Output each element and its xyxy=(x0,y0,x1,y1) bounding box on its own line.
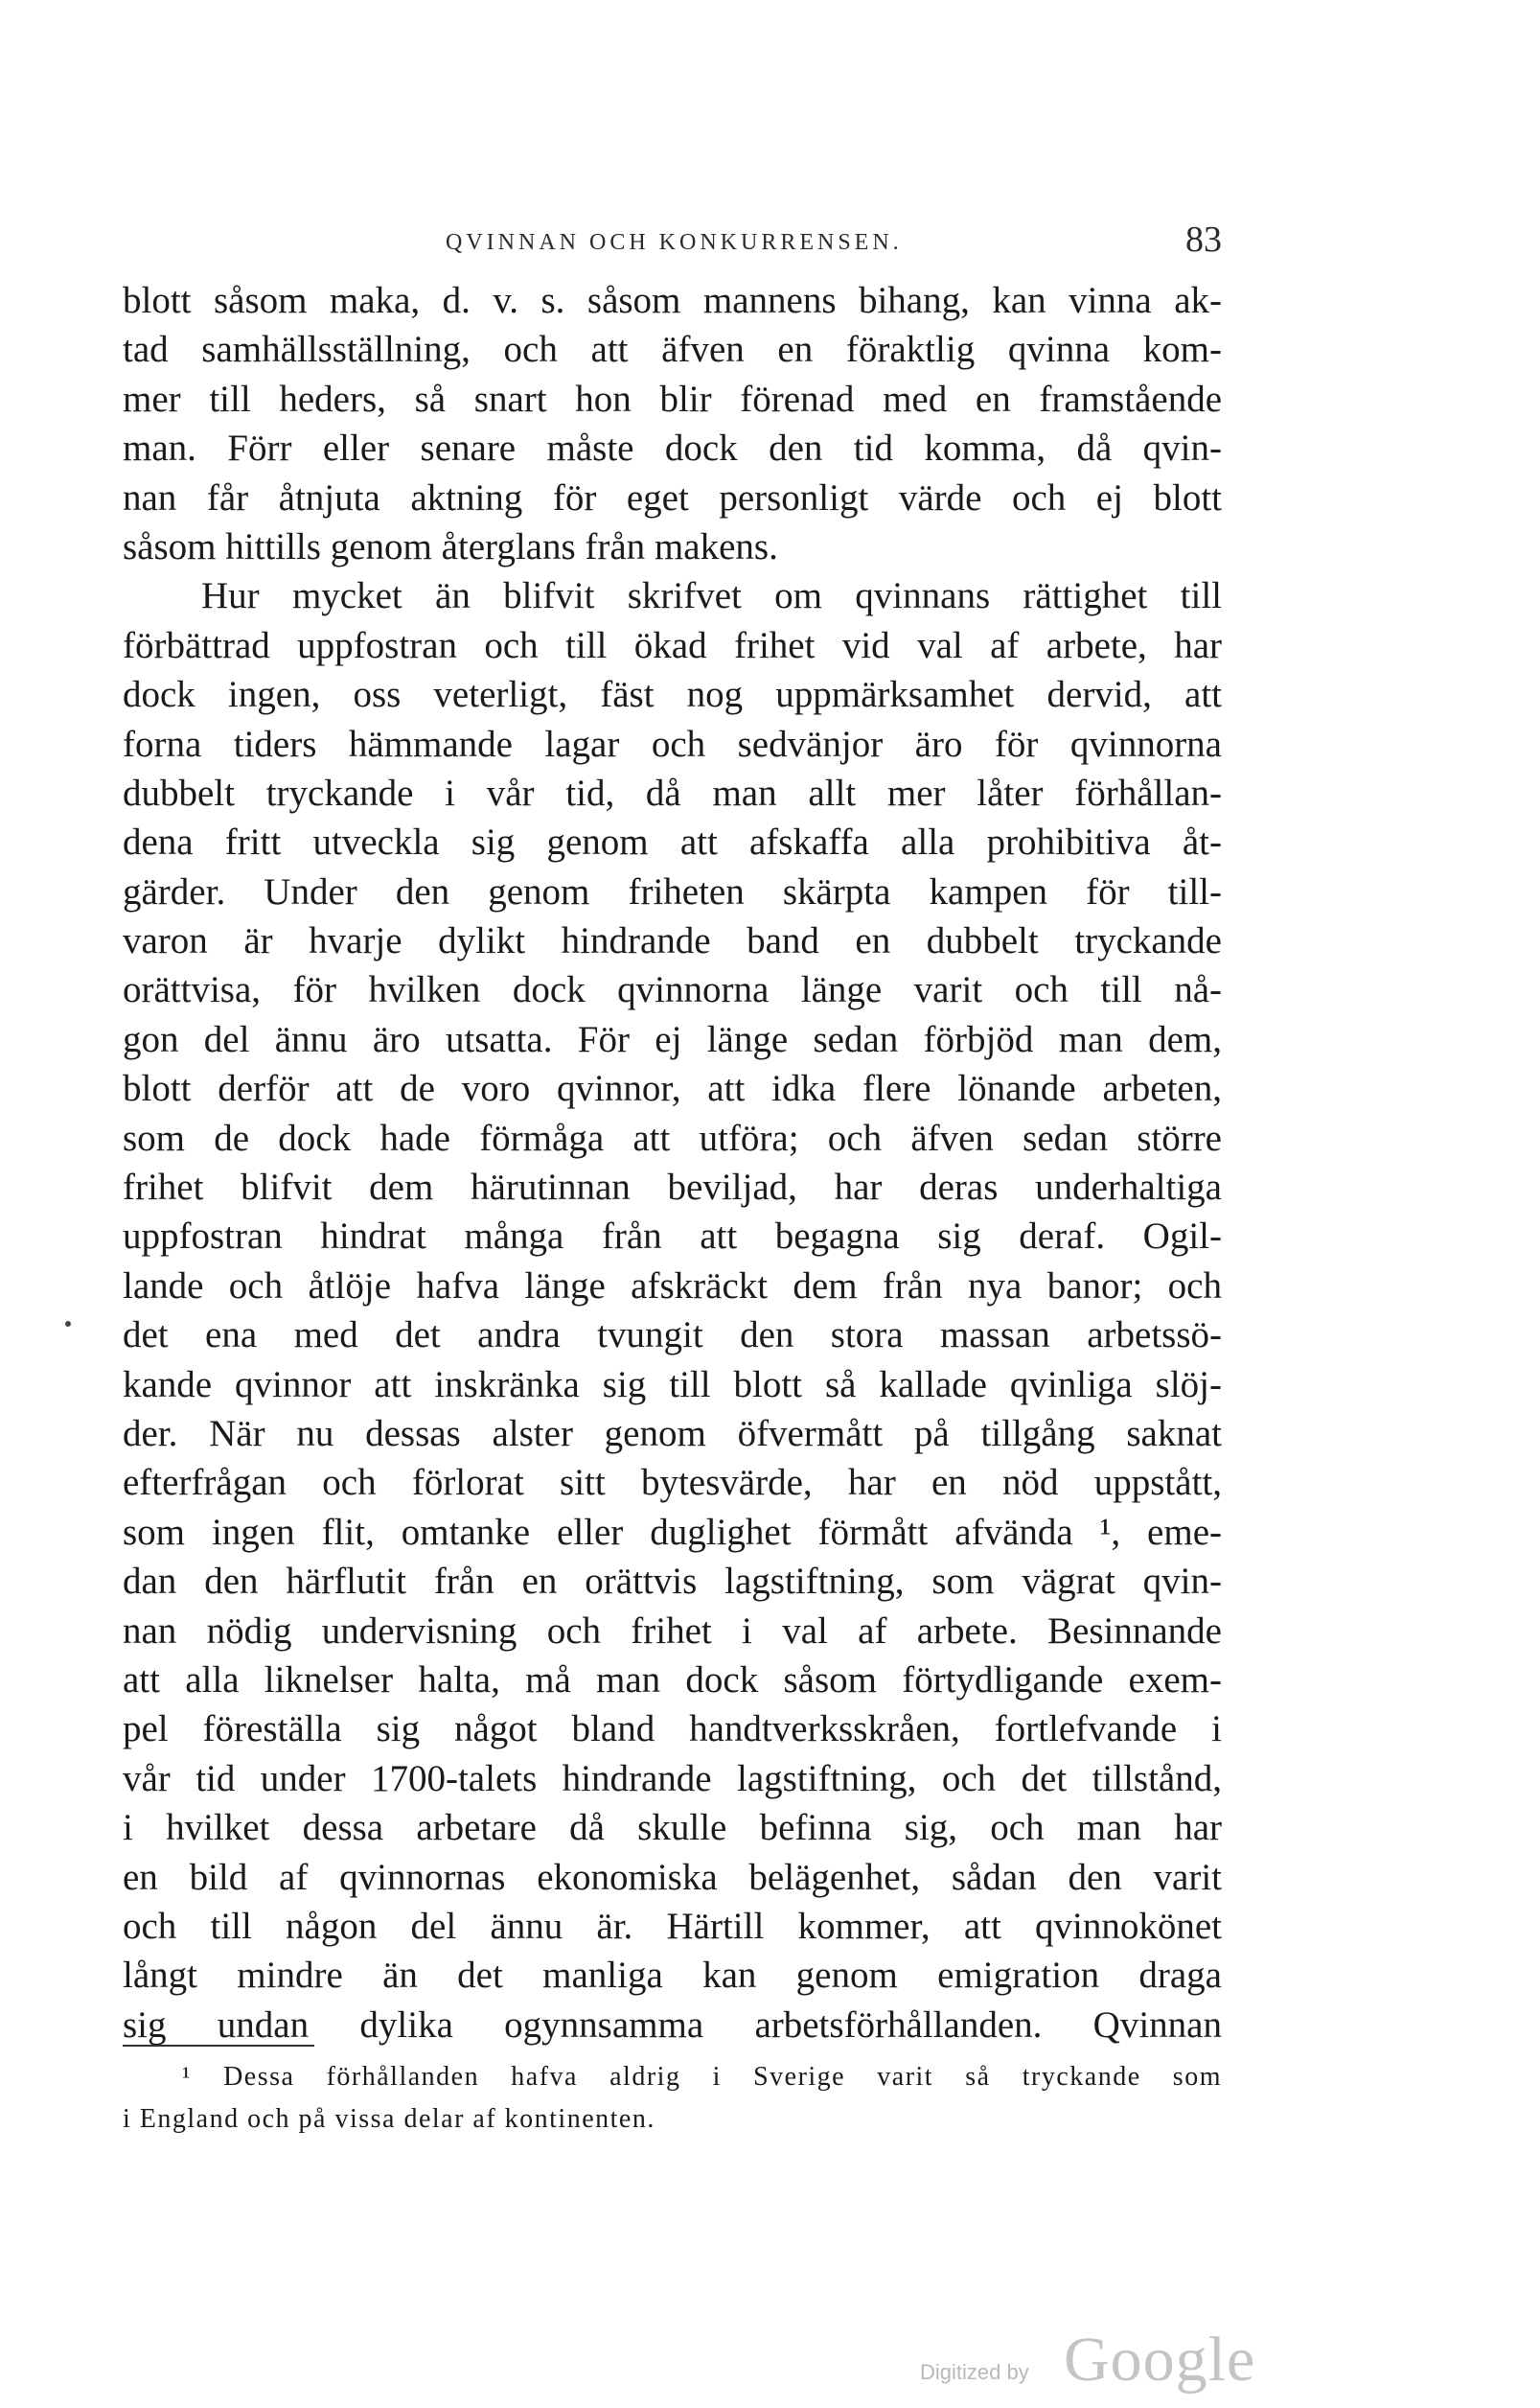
text-line: dena fritt utveckla sig genom att afskaffa alla prohibitiva åt- xyxy=(123,822,1222,864)
text-line: dubbelt tryckande i vår tid, då man allt mer låter förhållan- xyxy=(123,772,1222,814)
page-header xyxy=(125,219,1222,266)
text-line: orättvisa, för hvilken dock qvinnorna länge varit och till nå- xyxy=(123,969,1222,1011)
text-line: pel föreställa sig något bland handtverksskråen, fortlefvande i xyxy=(123,1708,1222,1750)
footnote-line: i England och på vissa delar af kontinenten. xyxy=(123,2104,655,2134)
text-line: blott derför att de voro qvinnor, att idka flere lönande arbeten, xyxy=(123,1068,1222,1110)
text-line: man. Förr eller senare måste dock den tid komma, då qvin- xyxy=(123,428,1222,470)
digitized-watermark xyxy=(920,2320,1256,2396)
text-line: lande och åtlöje hafva länge afskräckt dem från nya banor; och xyxy=(123,1264,1222,1307)
text-line: kande qvinnor att inskränka sig till blott så kallade qvinliga slöj- xyxy=(123,1363,1222,1405)
watermark-logo: Google xyxy=(1064,2325,1256,2395)
text-line: en bild af qvinnornas ekonomiska belägenhet, sådan den varit xyxy=(123,1856,1222,1898)
text-line: att alla liknelser halta, må man dock såsom förtydligande exem- xyxy=(123,1658,1222,1701)
text-line: blott såsom maka, d. v. s. såsom mannens bihang, kan vinna ak- xyxy=(123,280,1222,321)
text-line: och till någon del ännu är. Härtill kommer, att qvinnokönet xyxy=(123,1905,1222,1947)
text-line: Hur mycket än blifvit skrifvet om qvinnans rättighet till xyxy=(201,575,1222,617)
text-line: gon del ännu äro utsatta. För ej länge sedan förbjöd man dem, xyxy=(123,1018,1222,1060)
text-line: varon är hvarje dylikt hindrande band en dubbelt tryckande xyxy=(123,920,1222,962)
text-line: uppfostran hindrat många från att begagna sig deraf. Ogil- xyxy=(123,1216,1222,1258)
text-line: nan får åtnjuta aktning för eget personligt värde och ej blott xyxy=(123,476,1222,519)
text-line: långt mindre än det manliga kan genom emigration draga xyxy=(123,1955,1222,1997)
text-line: tad samhällsställning, och att äfven en föraktlig qvinna kom- xyxy=(123,329,1222,371)
body-text xyxy=(123,276,1222,2049)
text-line: dock ingen, oss veterligt, fäst nog uppmärksamhet dervid, att xyxy=(123,674,1222,716)
text-line: der. När nu dessas alster genom öfvermått på tillgång saknat xyxy=(123,1412,1222,1454)
text-line: det ena med det andra tvungit den stora massan arbetssö- xyxy=(123,1314,1222,1356)
page-number: 83 xyxy=(1185,220,1222,260)
text-line: forna tiders hämmande lagar och sedvänjor äro för qvinnorna xyxy=(123,723,1222,765)
margin-mark xyxy=(65,1321,71,1327)
text-line: efterfrågan och förlorat sitt bytesvärde, har en nöd uppstått, xyxy=(123,1462,1222,1504)
text-line: sig undan dylika ogynnsamma arbetsförhållanden. Qvinnan xyxy=(123,2003,1222,2046)
text-line: nan nödig undervisning och frihet i val af arbete. Besinnande xyxy=(123,1609,1222,1652)
text-line: förbättrad uppfostran och till ökad frihet vid val af arbete, har xyxy=(123,624,1222,666)
text-line: gärder. Under den genom friheten skärpta kampen för till- xyxy=(123,870,1222,913)
text-line: frihet blifvit dem härutinnan beviljad, har deras underhaltiga xyxy=(123,1167,1222,1209)
watermark-caption: Digitized by xyxy=(920,2360,1029,2384)
running-title: QVINNAN OCH KONKURRENSEN. xyxy=(446,230,903,255)
footnote-line: ¹ Dessa förhållanden hafva aldrig i Sverige varit så tryckande som xyxy=(182,2062,1222,2092)
text-line: som de dock hade förmåga att utföra; och äfven sedan större xyxy=(123,1117,1222,1159)
footnotes xyxy=(123,2056,1222,2141)
footnote-divider xyxy=(123,2045,314,2047)
text-line: i hvilket dessa arbetare då skulle befinna sig, och man har xyxy=(123,1807,1222,1849)
text-line: vår tid under 1700-talets hindrande lagstiftning, och det tillstånd, xyxy=(123,1757,1222,1799)
text-line: som ingen flit, omtanke eller duglighet förmått afvända ¹, eme- xyxy=(123,1511,1222,1553)
text-line: mer till heders, så snart hon blir förenad med en framstående xyxy=(123,378,1222,420)
text-line: såsom hittills genom återglans från makens. xyxy=(123,525,778,567)
text-line: dan den härflutit från en orättvis lagstiftning, som vägrat qvin- xyxy=(123,1561,1222,1603)
